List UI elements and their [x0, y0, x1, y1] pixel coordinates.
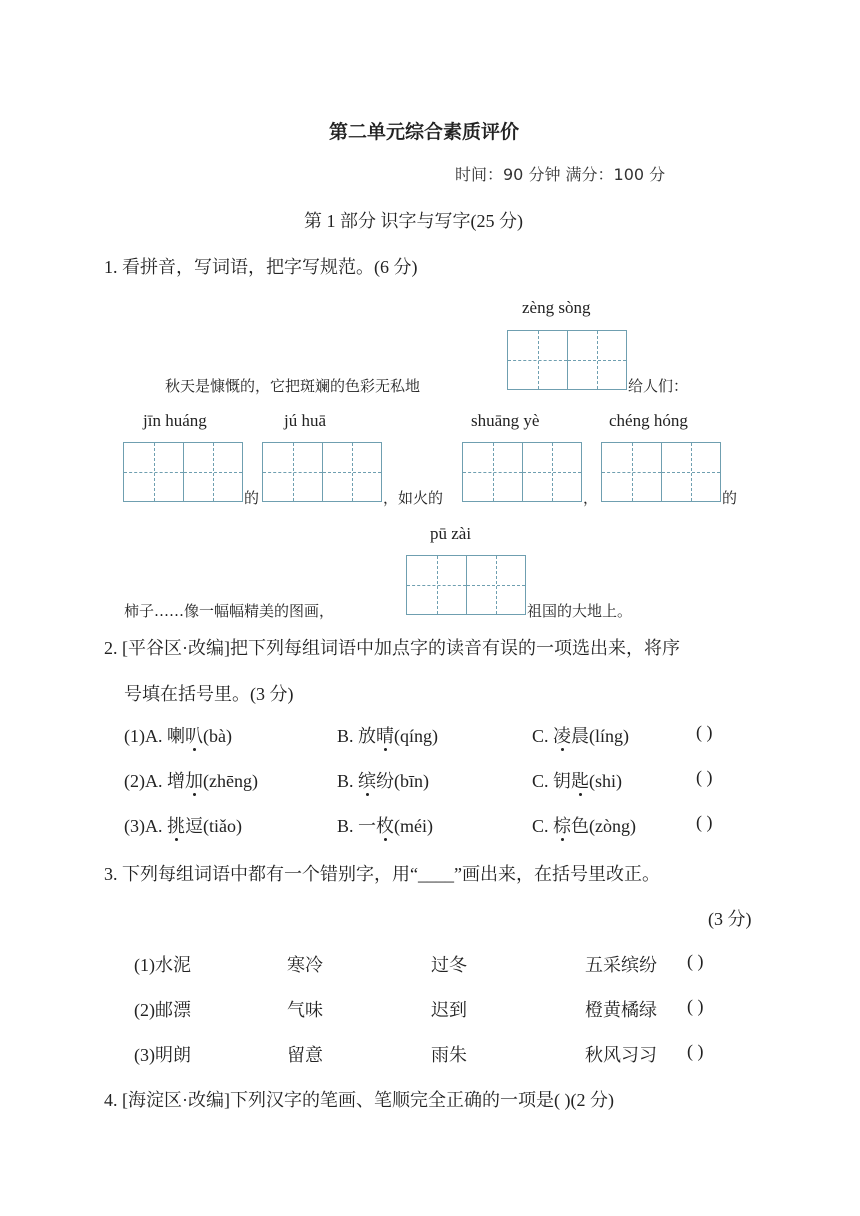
pinyin-jinhuang: jīn huáng	[143, 411, 207, 430]
dotted-char: 挑	[167, 812, 185, 838]
write-grid-jinhuang[interactable]	[123, 442, 243, 502]
dotted-char: 晴	[376, 722, 394, 748]
q3-row2-word4[interactable]: 橙黄橘绿	[585, 1000, 657, 1020]
text-comma: ，	[583, 489, 599, 507]
option-text: B.	[337, 771, 359, 791]
pinyin-puzai: pū zài	[430, 524, 472, 543]
dotted-char: 缤	[358, 767, 376, 793]
option-text: C.	[532, 816, 554, 836]
q3-row1-answer-paren[interactable]: ( )	[687, 951, 704, 971]
text-de-1: 的	[244, 489, 260, 507]
option-pinyin: 晨(líng)	[571, 726, 630, 746]
q2-row3-a[interactable]	[124, 812, 242, 838]
option-text: (1)A. 喇	[124, 726, 185, 746]
dotted-char: 匙	[571, 767, 589, 793]
q4-prompt: 4. [海淀区·改编]下列汉字的笔画、笔顺完全正确的一项是( )(2 分)	[104, 1090, 614, 1110]
q1-prompt: 1. 看拼音，写词语，把字写规范。(6 分)	[104, 257, 418, 277]
write-grid-chenghong[interactable]	[601, 442, 721, 502]
option-pinyin: 色(zòng)	[571, 816, 636, 836]
q2-row3-answer-paren[interactable]: ( )	[696, 812, 713, 832]
q2-row2-c[interactable]	[532, 767, 622, 793]
q2-row2-a[interactable]	[124, 767, 258, 793]
q2-row1-answer-paren[interactable]: ( )	[696, 722, 713, 742]
q3-row3-word3[interactable]: 雨朱	[431, 1045, 467, 1065]
q2-prompt-line1: 2. [平谷区·改编]把下列每组词语中加点字的读音有误的一项选出来，将序	[104, 638, 680, 658]
option-pinyin: (qíng)	[394, 726, 439, 746]
pinyin-juhua: jú huā	[284, 411, 327, 430]
pinyin-zengsong: zèng sòng	[522, 298, 591, 317]
option-pinyin: 纷(bīn)	[376, 771, 430, 791]
q3-row2-word1[interactable]: (2)邮漂	[134, 1000, 191, 1020]
dotted-char: 棕	[553, 812, 571, 838]
option-pinyin: (shi)	[589, 771, 623, 791]
option-pinyin: (bà)	[203, 726, 232, 746]
dotted-char: 枚	[376, 812, 394, 838]
dotted-char: 叭	[185, 722, 203, 748]
option-text: B. 放	[337, 726, 377, 746]
q3-row1-word4[interactable]: 五采缤纷	[585, 955, 657, 975]
q3-row1-word3[interactable]: 过冬	[431, 955, 467, 975]
q3-row3-word4[interactable]: 秋风习习	[585, 1045, 657, 1065]
q3-score: (3 分)	[708, 909, 752, 929]
q2-row3-c[interactable]	[532, 812, 636, 838]
q3-prompt: 3. 下列每组词语中都有一个错别字，用“____”画出来，在括号里改正。	[104, 864, 660, 884]
q3-row2-answer-paren[interactable]: ( )	[687, 996, 704, 1016]
q2-row3-b[interactable]	[337, 812, 433, 838]
option-text: C. 钥	[532, 771, 572, 791]
q1-line1-text: 秋天是慷慨的，它把斑斓的色彩无私地	[165, 377, 421, 395]
q3-row3-word1[interactable]: (3)明朗	[134, 1045, 191, 1065]
q3-row3-answer-paren[interactable]: ( )	[687, 1041, 704, 1061]
text-ruhuode: ，如火的	[383, 489, 444, 507]
q2-row2-answer-paren[interactable]: ( )	[696, 767, 713, 787]
q1-line1-after: 给人们：	[628, 377, 689, 395]
write-grid-juhua[interactable]	[262, 442, 382, 502]
option-text: B. 一	[337, 816, 377, 836]
part1-heading: 第 1 部分 识字与写字(25 分)	[304, 211, 523, 231]
page-title: 第二单元综合素质评价	[329, 121, 520, 143]
q3-row2-word3[interactable]: 迟到	[431, 1000, 467, 1020]
pinyin-shuangye: shuāng yè	[471, 411, 540, 430]
q2-row1-a[interactable]	[124, 722, 232, 748]
pinyin-chenghong: chéng hóng	[609, 411, 688, 430]
text-de-2: 的	[722, 489, 738, 507]
write-grid-shuangye[interactable]	[462, 442, 582, 502]
q2-row1-b[interactable]	[337, 722, 438, 748]
q2-row1-c[interactable]	[532, 722, 629, 748]
option-text: (2)A. 增	[124, 771, 185, 791]
option-pinyin: (méi)	[394, 816, 433, 836]
option-pinyin: 逗(tiǎo)	[185, 816, 242, 836]
q3-row1-word2[interactable]: 寒冷	[287, 955, 323, 975]
q2-prompt-line2: 号填在括号里。(3 分)	[124, 684, 294, 704]
q3-row3-word2[interactable]: 留意	[287, 1045, 323, 1065]
q2-row2-b[interactable]	[337, 767, 429, 793]
option-text: C.	[532, 726, 554, 746]
dotted-char: 凌	[553, 722, 571, 748]
write-grid-zengsong[interactable]	[507, 330, 627, 390]
q1-line3-text: 柿子……像一幅幅精美的图画，	[124, 602, 335, 620]
dotted-char: 加	[185, 767, 203, 793]
option-pinyin: (zhēng)	[203, 771, 258, 791]
exam-meta: 时间：90 分钟 满分：100 分	[455, 165, 666, 184]
q3-row1-word1[interactable]: (1)水泥	[134, 955, 191, 975]
write-grid-puzai[interactable]	[406, 555, 526, 615]
q1-line3-after: 祖国的大地上。	[527, 602, 633, 620]
q3-row2-word2[interactable]: 气味	[287, 1000, 323, 1020]
option-text: (3)A.	[124, 816, 167, 836]
